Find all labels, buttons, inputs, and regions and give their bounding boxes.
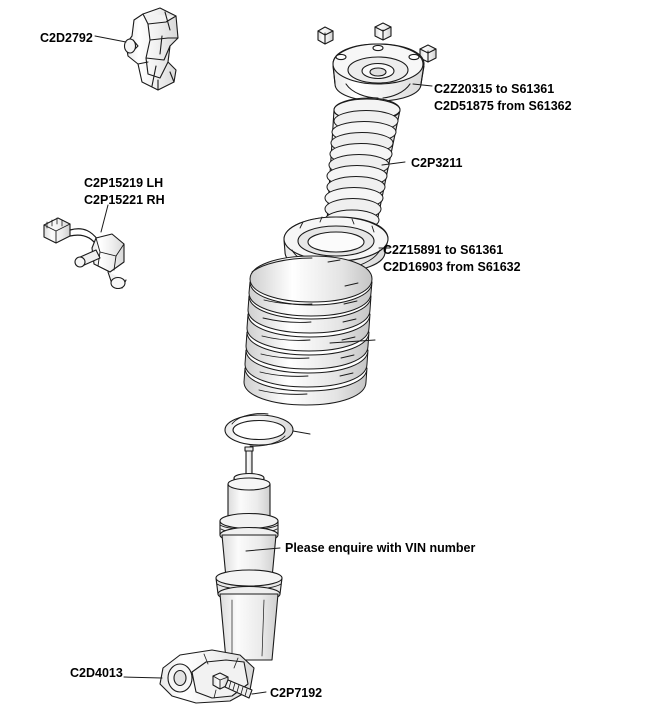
label-c2d4013-line1: C2D4013 bbox=[70, 666, 123, 680]
part-steering-knuckle bbox=[125, 8, 179, 90]
label-damper-vin bbox=[285, 540, 475, 556]
label-c2p3211-line1: C2P3211 bbox=[411, 156, 463, 170]
label-top-mount-line2: C2D51875 from S61362 bbox=[434, 99, 572, 113]
label-spring-seat-line2: C2D16903 from S61632 bbox=[383, 260, 521, 274]
leader-knuckle bbox=[95, 36, 126, 42]
part-strut-top-mount bbox=[325, 30, 428, 101]
leader-lower-bracket bbox=[124, 677, 162, 678]
part-damper-lower-bracket bbox=[160, 650, 254, 703]
part-damper-strut bbox=[216, 447, 282, 660]
label-height-sensor bbox=[84, 175, 165, 209]
label-c2d2792 bbox=[40, 30, 93, 46]
label-height-sensor-line2: C2P15221 RH bbox=[84, 193, 165, 207]
leader-pinch-bolt bbox=[252, 692, 266, 694]
label-c2d2792-line1: C2D2792 bbox=[40, 31, 93, 45]
label-c2d4013 bbox=[70, 665, 123, 681]
leader-height-sensor bbox=[101, 205, 108, 232]
label-height-sensor-line1: C2P15219 LH bbox=[84, 176, 164, 190]
label-top-mount-line1: C2Z20315 to S61361 bbox=[434, 82, 555, 96]
label-c2p7192-line1: C2P7192 bbox=[270, 686, 323, 700]
label-top-mount bbox=[434, 81, 572, 115]
label-spring-seat-line1: C2Z15891 to S61361 bbox=[383, 243, 504, 257]
part-lower-spring-seat-ring bbox=[225, 413, 293, 446]
label-c2p3211 bbox=[411, 155, 462, 171]
label-spring-seat bbox=[383, 242, 521, 276]
leader-lower-ring bbox=[293, 431, 310, 434]
label-c2p7192 bbox=[270, 685, 322, 701]
label-damper-vin-line1: Please enquire with VIN number bbox=[285, 541, 476, 555]
part-ride-height-sensor bbox=[44, 218, 126, 289]
part-coil-spring bbox=[244, 256, 372, 405]
